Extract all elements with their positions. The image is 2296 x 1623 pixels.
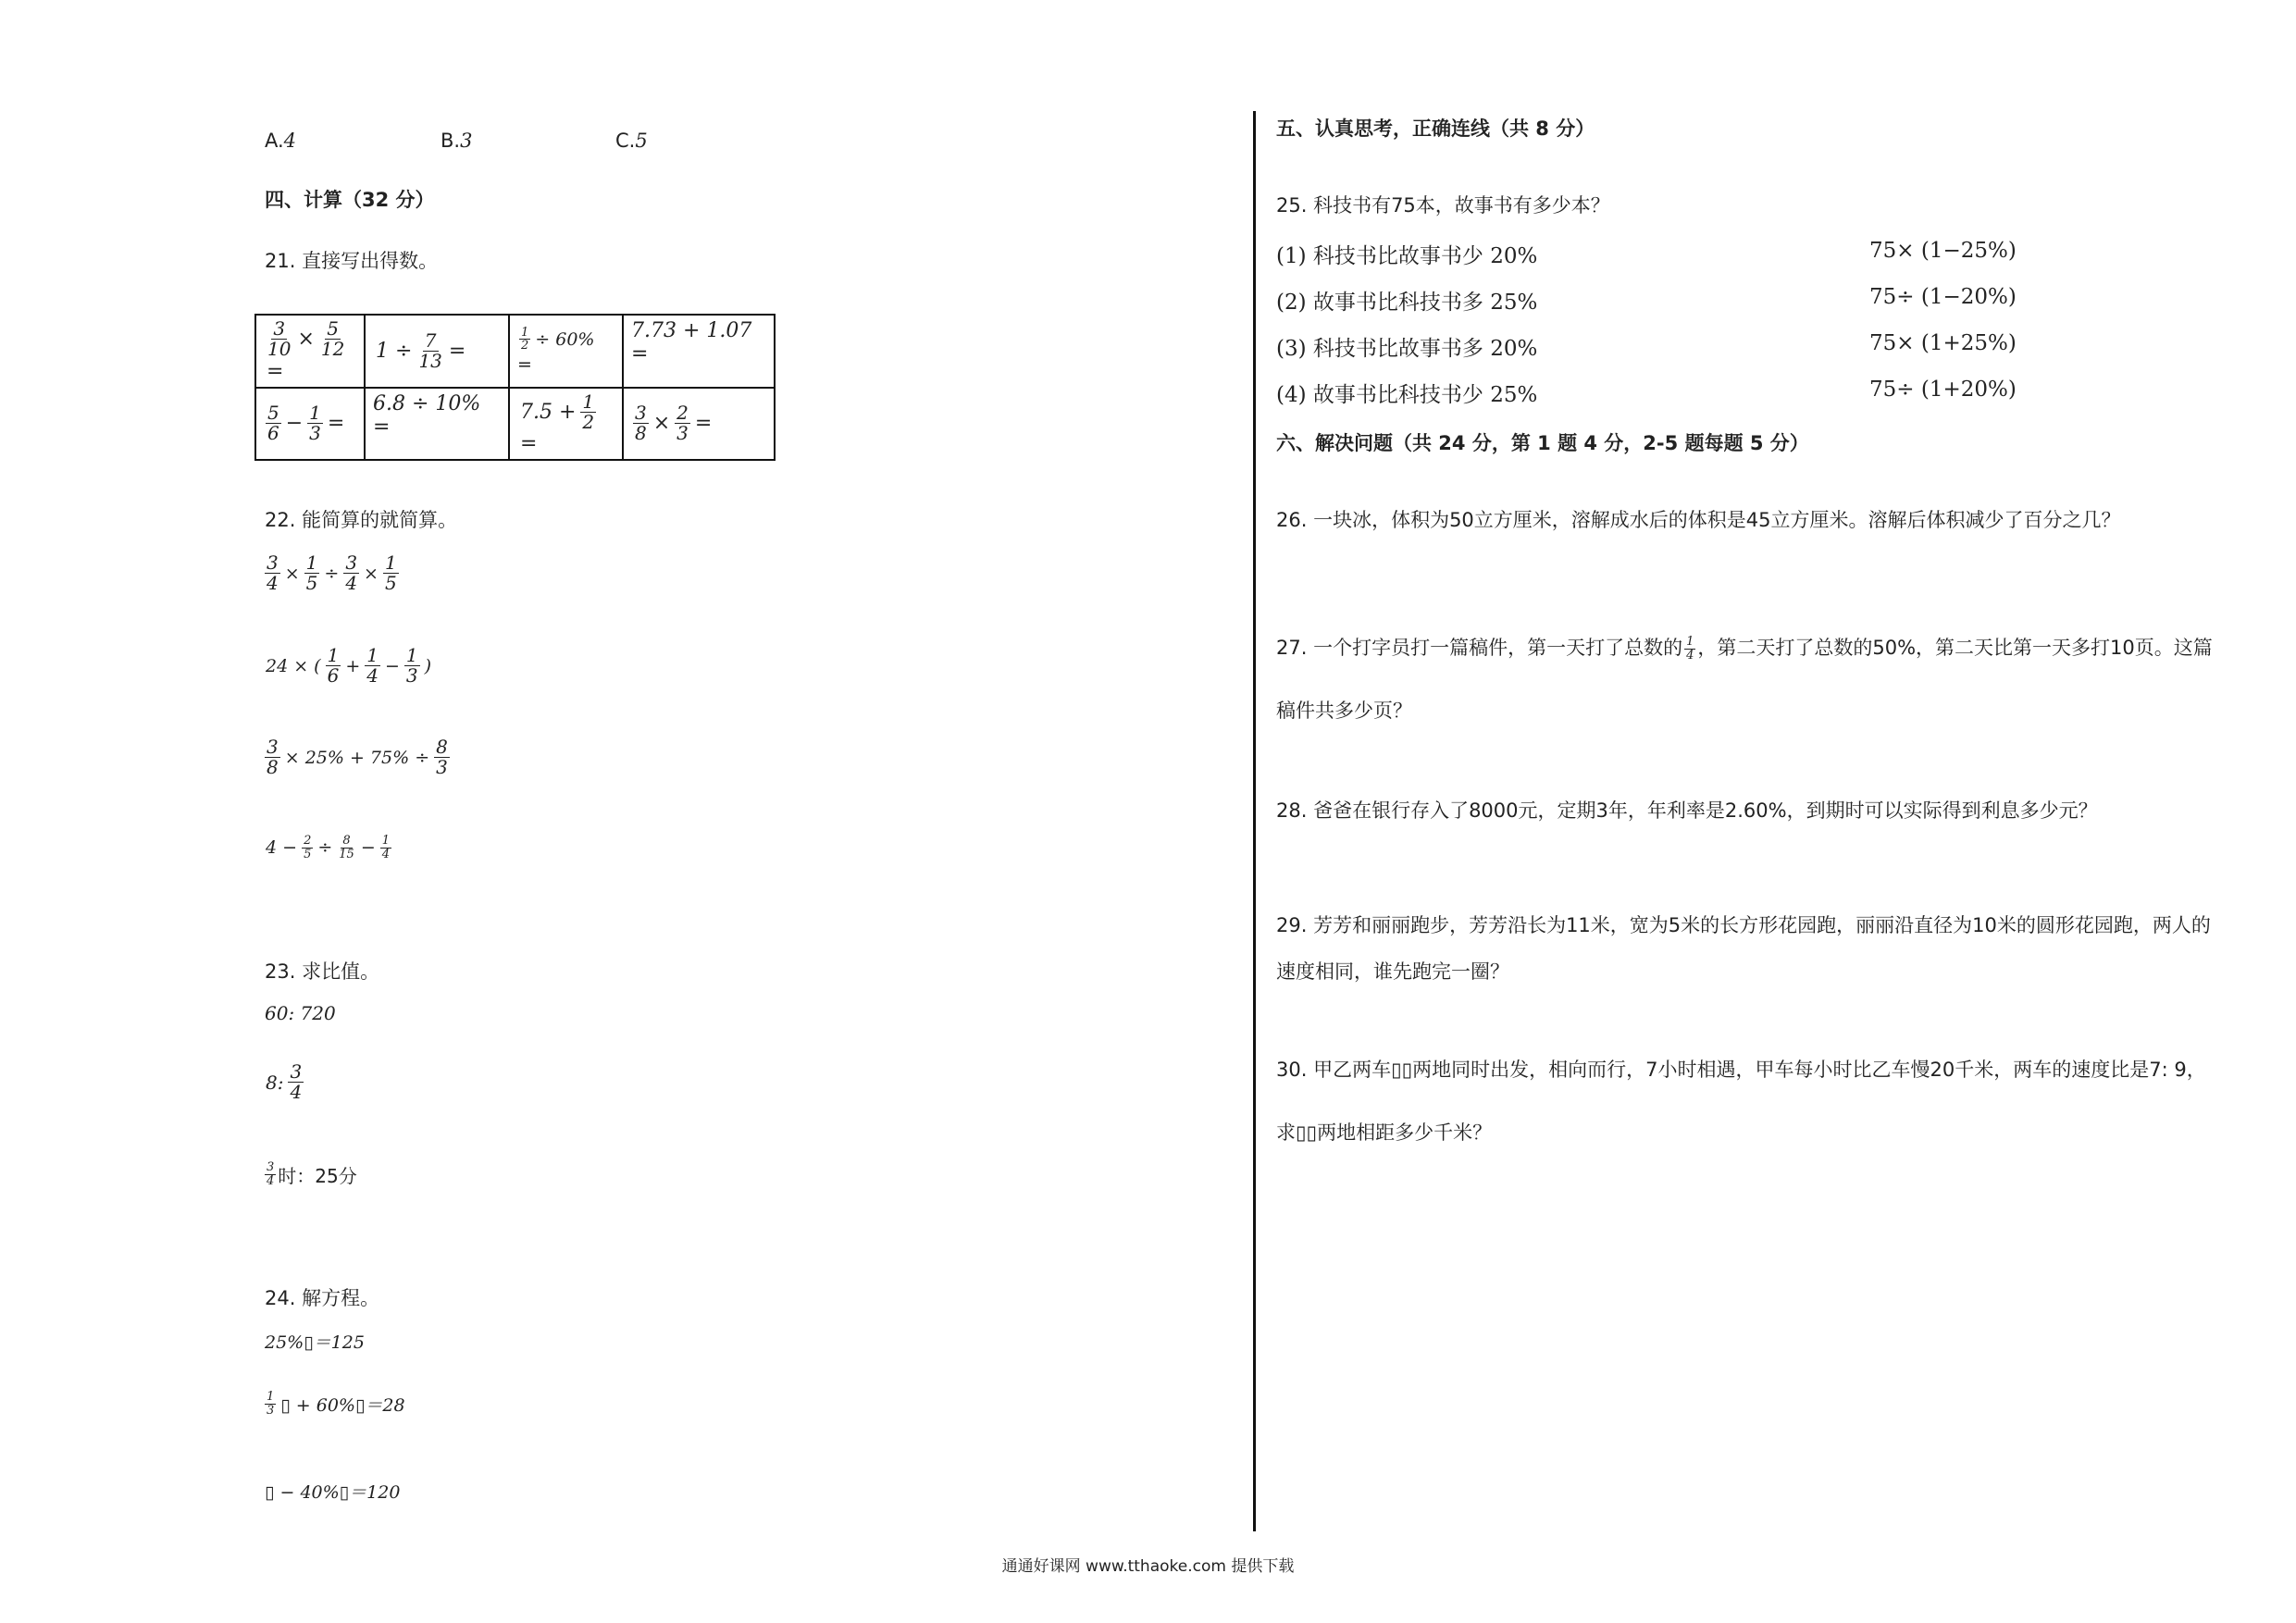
operator: × [284, 563, 300, 584]
q22-expression-2 [263, 646, 434, 686]
denominator: 3 [676, 422, 689, 445]
table-row [255, 388, 775, 461]
q25-right-item-2: 75÷ (1−20%) [1869, 285, 2017, 309]
section-5-title: 五、认真思考，正确连线（共 8 分） [1276, 118, 1595, 140]
operator: − [285, 412, 304, 436]
section-4-title: 四、计算（32 分） [265, 189, 435, 211]
fraction [633, 403, 649, 443]
denominator: 6 [267, 422, 279, 445]
q26-text: 26. 一块冰，体积为50立方厘米，溶解成水后的体积是45立方厘米。溶解后体积减少了百分之几？ [1276, 509, 2121, 531]
denominator: 4 [345, 572, 358, 594]
denominator: 4 [381, 847, 391, 861]
numerator: 1 [405, 644, 418, 666]
q28-text: 28. 爸爸在银行存入了8000元，定期3年，年利率是2.60%，到期时可以实际得到利息多少元？ [1276, 799, 2098, 822]
operator: − [384, 655, 400, 676]
q21-label: 21. 直接写出得数。 [265, 250, 439, 272]
equals: = [520, 432, 538, 455]
q23-label: 23. 求比值。 [265, 960, 380, 983]
denominator: 3 [309, 422, 321, 445]
option-a [265, 130, 296, 152]
q30-line-2: 求▯▯两地相距多少千米？ [1276, 1121, 1493, 1144]
fraction [326, 646, 341, 686]
operator: − [360, 837, 376, 859]
numerator: 1 [327, 644, 340, 666]
expression: 6.8 ÷ 10% = [373, 391, 481, 439]
numerator: 5 [327, 317, 339, 340]
fraction [519, 327, 530, 353]
q21-cell-5 [255, 388, 365, 461]
numerator: 1 [384, 551, 397, 574]
expression-prefix: 7.5 + [520, 400, 577, 424]
denominator: 4 [290, 1081, 303, 1103]
numerator: 7 [424, 328, 437, 352]
fraction [304, 553, 320, 593]
q24-equation-3: ▯ − 40%▯＝120 [265, 1482, 401, 1503]
denominator: 8 [267, 756, 279, 778]
expression-prefix: 24 × ( [266, 655, 321, 676]
numerator: 8 [436, 736, 448, 758]
q23-expression-1: 60: 720 [265, 1002, 336, 1024]
option-a-value: 4 [283, 130, 297, 152]
section-6-title: 六、解决问题（共 24 分，第 1 题 4 分，2-5 题每题 5 分） [1276, 432, 1809, 454]
fraction [404, 646, 420, 686]
q22-label: 22. 能简算的就简算。 [265, 509, 458, 531]
denominator: 4 [1686, 648, 1694, 663]
q23-expression-2 [263, 1062, 305, 1102]
expression-prefix: 4 − [266, 837, 298, 859]
fraction [416, 328, 443, 372]
denominator: 13 [418, 349, 442, 372]
fraction [266, 319, 292, 359]
fraction [580, 392, 596, 432]
q23-expression-3 [263, 1161, 357, 1188]
denominator: 5 [384, 572, 397, 594]
q21-cell-3 [509, 315, 623, 388]
operator: ÷ [317, 837, 333, 859]
option-c [615, 130, 648, 152]
q25-left-item-3: (3) 科技书比故事书多 20% [1276, 337, 1538, 361]
denominator: 3 [405, 664, 418, 687]
q25-left-item-1: (1) 科技书比故事书少 20% [1276, 244, 1538, 268]
fraction [380, 835, 391, 861]
denominator: 2 [582, 410, 595, 433]
option-a-label: A. [265, 130, 284, 152]
q22-expression-3 [263, 737, 452, 777]
expression-suffix: ▯ + 60%▯＝28 [280, 1394, 405, 1416]
operator: ÷ [324, 563, 340, 584]
q30-line-1: 30. 甲乙两车▯▯两地同时出发，相向而行，7小时相遇，甲车每小时比乙车慢20千米，两车的速度比是7: 9， [1276, 1059, 2206, 1081]
numerator: 1 [1686, 634, 1694, 649]
equals: = [694, 412, 713, 436]
fraction [675, 403, 690, 443]
denominator: 4 [267, 572, 279, 594]
q24-equation-1: 25%▯＝125 [265, 1332, 365, 1353]
expression-suffix: ) [424, 655, 432, 676]
equals: = [327, 412, 345, 436]
denominator: 12 [320, 338, 345, 360]
operator: × [652, 412, 671, 436]
numerator: 3 [635, 402, 647, 425]
q25-left-item-4: (4) 故事书比科技书少 25% [1276, 383, 1538, 407]
fraction [365, 646, 380, 686]
q25-left-item-2: (2) 故事书比科技书多 25% [1276, 291, 1538, 315]
q22-expression-1 [263, 553, 401, 593]
numerator: 3 [290, 1060, 303, 1083]
numerator: 1 [309, 402, 321, 425]
operator: × [364, 563, 379, 584]
column-divider [1253, 111, 1256, 1531]
fraction [265, 1161, 276, 1187]
fraction [266, 403, 281, 443]
numerator: 1 [381, 834, 391, 848]
denominator: 15 [339, 847, 354, 861]
q29-line-2: 速度相同，谁先跑完一圈？ [1276, 960, 1509, 983]
operator: × [297, 328, 315, 351]
numerator: 1 [582, 390, 595, 413]
expression: 7.73 + 1.07 = [631, 319, 752, 365]
denominator: 3 [436, 756, 448, 778]
numerator: 3 [267, 1160, 275, 1175]
fraction [1684, 636, 1695, 662]
q29-line-1: 29. 芳芳和丽丽跑步，芳芳沿长为11米，宽为5米的长方形花园跑，丽丽沿直径为10米的圆形花园跑，两人的 [1276, 914, 2211, 936]
equals: = [267, 359, 284, 383]
q24-label: 24. 解方程。 [265, 1287, 380, 1309]
q21-cell-2 [365, 315, 509, 388]
numerator: 1 [521, 325, 529, 340]
q25-right-item-4: 75÷ (1+20%) [1869, 378, 2017, 402]
denominator: 5 [304, 847, 312, 861]
denominator: 2 [521, 339, 529, 353]
q21-cell-4 [623, 315, 775, 388]
q22-expression-4 [263, 835, 393, 861]
fraction [265, 553, 280, 593]
q21-cell-1 [255, 315, 365, 388]
q21-cell-8 [623, 388, 775, 461]
numerator: 3 [345, 551, 358, 574]
fraction [319, 319, 346, 359]
fraction [307, 403, 323, 443]
expression-prefix: 8: [266, 1071, 284, 1094]
fraction [265, 1391, 276, 1417]
denominator: 8 [635, 422, 647, 445]
q27-prefix: 27. 一个打字员打一篇稿件，第一天打了总数的 [1276, 637, 1683, 659]
numerator: 3 [267, 551, 279, 574]
q25-label: 25. 科技书有75本，故事书有多少本？ [1276, 194, 1610, 217]
denominator: 10 [267, 338, 292, 360]
numerator: 2 [676, 402, 689, 425]
equals: = [448, 339, 466, 363]
numerator: 1 [305, 551, 318, 574]
denominator: 5 [305, 572, 318, 594]
numerator: 8 [342, 834, 351, 848]
numerator: 1 [267, 1390, 275, 1404]
q27-line-1 [1276, 633, 2213, 662]
fraction [434, 737, 450, 777]
q24-equation-2 [263, 1391, 408, 1417]
option-c-label: C. [615, 130, 636, 152]
expression-middle: × 25% + 75% ÷ [284, 747, 430, 768]
q25-right-item-1: 75× (1−25%) [1869, 239, 2017, 263]
fraction [302, 835, 313, 861]
denominator: 4 [366, 664, 379, 687]
option-b-label: B. [441, 130, 461, 152]
fraction [288, 1062, 304, 1102]
fraction [343, 553, 359, 593]
denominator: 4 [267, 1174, 275, 1188]
numerator: 2 [304, 834, 312, 848]
q25-right-item-3: 75× (1+25%) [1869, 331, 2017, 355]
numerator: 3 [273, 317, 286, 340]
expression-suffix: ÷ 60% = [517, 328, 595, 375]
denominator: 3 [267, 1403, 275, 1418]
numerator: 1 [366, 644, 379, 666]
numerator: 3 [267, 736, 279, 758]
fraction [265, 737, 280, 777]
fraction [337, 835, 356, 861]
q27-line-2: 稿件共多少页？ [1276, 700, 1412, 722]
page-footer: 通通好课网 www.tthaoke.com 提供下载 [1001, 1557, 1295, 1576]
expression-suffix: 时：25分 [278, 1165, 357, 1187]
q21-cell-6 [365, 388, 509, 461]
fraction [383, 553, 399, 593]
expression-prefix: 1 ÷ [376, 339, 413, 363]
numerator: 5 [267, 402, 279, 425]
q21-calc-table [254, 314, 776, 461]
table-row [255, 315, 775, 388]
option-c-value: 5 [635, 130, 648, 152]
option-b [441, 130, 472, 152]
denominator: 6 [327, 664, 340, 687]
q27-suffix: ，第二天打了总数的50%，第二天比第一天多打10页。这篇 [1697, 637, 2213, 659]
operator: + [345, 655, 361, 676]
q21-cell-7 [509, 388, 623, 461]
option-b-value: 3 [460, 130, 473, 152]
